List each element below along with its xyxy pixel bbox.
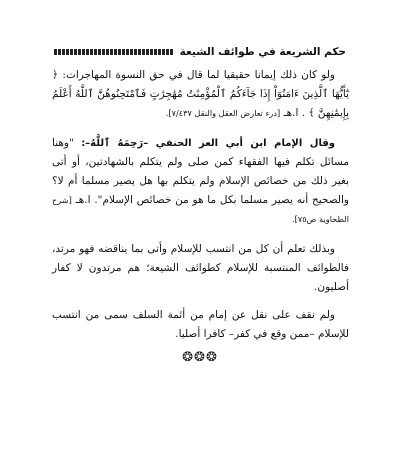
paragraph-1 [52,66,349,123]
quote-speaker: وقال الإمام ابن أبي العز الحنفي –رَحِمَهُ ٱللَّهُ–: [81,138,335,149]
paragraph-1-tail: . ا.هـ [280,107,309,119]
paragraph-1-lead: ولو كان ذلك إيمانا حقيقيا لما قال في حق النسوة المهاجرات: [58,69,335,81]
paragraph-2 [52,134,349,229]
paragraph-4: ولم نقف على نقل عن إمام من أئمة السلف سمى من انتسب للإسلام –ممن وقع في كفر– كافرا أصليا. [52,309,349,340]
page-header [54,44,346,60]
quran-verse: ﴿ يَٰٓأَيُّهَا ٱلَّذِينَ ءَامَنُوٓاْ إِذَا جَآءَكُمُ ٱلْمُؤْمِنَٰتُ مُهَٰجِرَٰتٍ فَٱمْتَحِنُوهُنَّ ٱللَّهُ أَعْلَمُ بِإِيمَٰنِهِنَّ ﴾ [52,69,349,119]
running-title: حكم الشريعة في طوائف الشيعة [174,44,346,60]
section-divider-ornament: ❂❂❂ [182,350,218,365]
paragraph-3: وبذلك تعلم أن كل من انتسب للإسلام وأتى بما يناقضه فهو مرتد، فالطوائف المنتسبة للإسلام كطوائف الشيعة؛ هم مرتدون لا كفار أصليون. [52,243,349,293]
citation-dar-taarud: [درء تعارض العقل والنقل ٧/٤٣٧]. [165,108,281,118]
body-text [52,66,349,355]
citation-tahawiyya: [شرح الطحاوية ص٧٥]. [52,195,349,224]
quote-body: "وهنا مسائل تكلم فيها الفقهاء كمن صلى ولم يتكلم بالشهادتين، أو أتى بغير ذلك من خصائص الإسلام ولم يتكلم بها هل يصير مسلما أم لا؟ والصحيح أنه يصير مسلما بكل ما هو من خصائص الإسلام". ا.هـ [52,137,349,206]
